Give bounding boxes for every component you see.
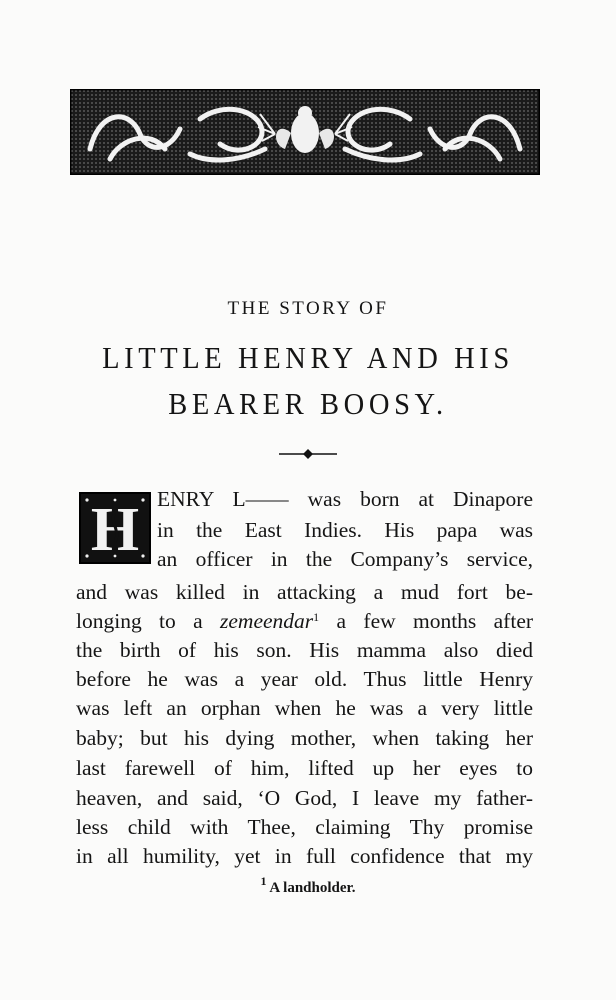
body-line: and was killed in attacking a mud fort be- [76,580,533,604]
body-line: before he was a year old. Thus little Henry [76,667,533,691]
drop-cap-letter: H [90,496,140,564]
body-line: in the East Indies. His papa was [157,518,533,542]
footnote-text: A landholder. [269,880,356,896]
title-prefix: THE STORY OF [227,298,389,319]
title-divider [279,448,337,460]
body-line: an officer in the Company’s service, [157,547,533,571]
body-line: in all humility, yet in full confidence that my [76,844,533,868]
footnote-marker: 1 [313,610,320,624]
footnote [0,874,616,897]
body-line: heaven, and said, ‘O God, I leave my father- [76,786,533,810]
body-line: baby; but his dying mother, when taking her [76,726,533,750]
body-line: was left an orphan when he was a very little [76,696,533,720]
body-line-with-footnote: longing to a zemeendar$^1$ a few months after [76,609,534,633]
body-line: less child with Thee, claiming Thy promise [76,815,533,839]
footnote-number: 1 [260,874,267,888]
drop-cap-initial [79,492,151,564]
title-line-1: LITTLE HENRY AND HIS [102,340,514,375]
body-line: ENRY L—— was born at Dinapore [157,487,533,511]
body-line: the birth of his son. His mamma also died [76,638,533,662]
body-line: last farewell of him, lifted up her eyes to [76,756,533,780]
italic-term: zemeendar [220,609,314,633]
ornamental-headpiece [70,89,540,175]
title-line-2: BEARER BOOSY. [168,386,448,421]
